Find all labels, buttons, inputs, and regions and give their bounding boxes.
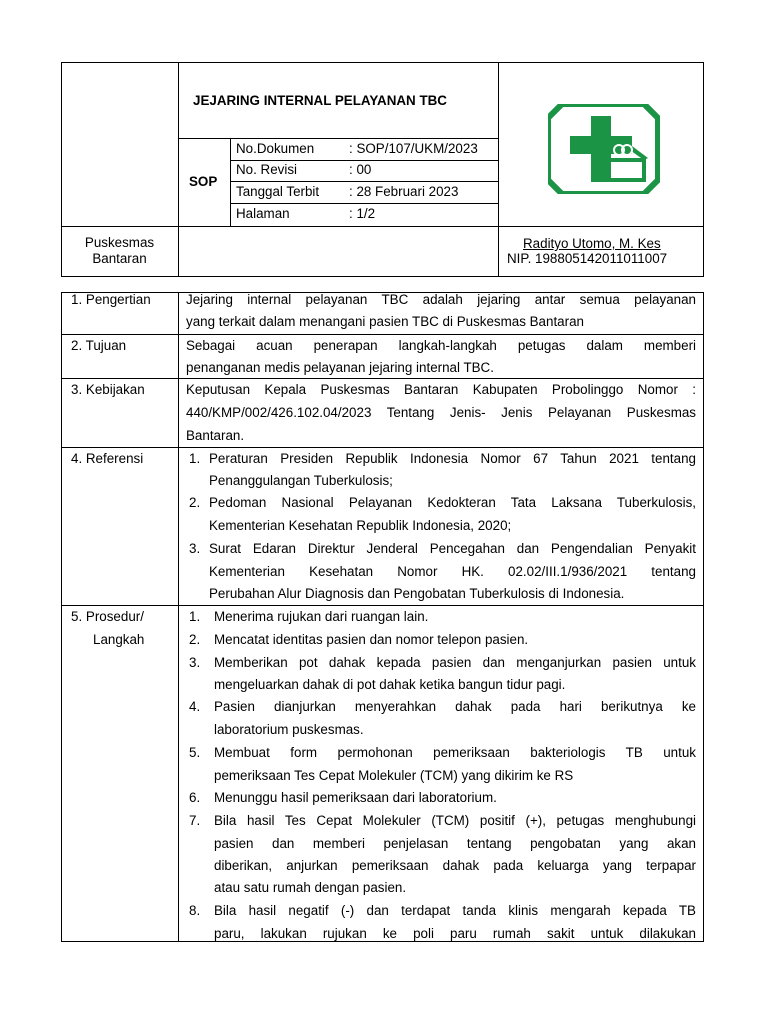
- meta-value: : 00: [349, 162, 372, 177]
- section-label-tujuan: 2. Tujuan: [71, 338, 127, 353]
- header-divider: [230, 181, 498, 182]
- section-text-line: penanganan medis pelayanan jejaring internal TBC.: [186, 360, 494, 375]
- header-divider: [230, 203, 498, 204]
- section-label-referensi: 4. Referensi: [71, 451, 144, 466]
- section-label-kebijakan: 3. Kebijakan: [71, 382, 145, 397]
- meta-label: Tanggal Terbit: [236, 184, 320, 199]
- meta-label: No.Dokumen: [236, 141, 315, 156]
- list-item-number: 3.: [189, 541, 201, 556]
- section-label-prosedur: 5. Prosedur/: [71, 609, 144, 624]
- signer-name: Radityo Utomo, M. Kes: [523, 236, 661, 251]
- list-item-line: atau satu rumah dengan pasien.: [214, 880, 407, 895]
- list-item-line: Bila hasil negatif (-) dan terdapat tanda klinis mengarah kepada TB: [214, 903, 696, 918]
- list-item-number: 2.: [189, 495, 201, 510]
- section-text-line: 440/KMP/002/426.102.04/2023 Tentang Jenis- Jenis Pelayanan Puskesmas: [186, 405, 696, 420]
- list-item-line: pasien dan memberi penjelasan tentang pengobatan yang akan: [214, 836, 696, 851]
- puskesmas-logo-icon: [548, 104, 660, 194]
- list-item-line: paru, lakukan rujukan ke poli paru rumah sakit untuk dilakukan: [214, 926, 696, 941]
- sop-label: SOP: [189, 174, 218, 189]
- section-text-line: Jejaring internal pelayanan TBC adalah jejaring antar semua pelayanan: [186, 292, 696, 307]
- list-item-line: Penanggulangan Tuberkulosis;: [209, 473, 393, 488]
- list-item-number: 7.: [189, 813, 201, 828]
- list-item-line: Pasien dianjurkan menyerahkan dahak pada hari berikutnya ke: [214, 699, 696, 714]
- list-item-line: mengeluarkan dahak di pot dahak ketika bangun tidur pagi.: [214, 677, 566, 692]
- list-item-line: Peraturan Presiden Republik Indonesia Nomor 67 Tahun 2021 tentang: [209, 451, 696, 466]
- meta-value: : 28 Februari 2023: [349, 184, 459, 199]
- list-item-number: 3.: [189, 655, 201, 670]
- section-label-pengertian: 1. Pengertian: [71, 292, 151, 307]
- meta-value: : 1/2: [349, 206, 376, 221]
- signer-nip: NIP. 198805142011011007: [507, 251, 668, 266]
- organization-name: [61, 235, 178, 267]
- organization-line: Puskesmas: [84, 235, 155, 250]
- content-divider: [178, 292, 179, 942]
- section-text-line: Bantaran.: [186, 428, 245, 443]
- meta-label: Halaman: [236, 206, 290, 221]
- section-text-line: yang terkait dalam menangani pasien TBC di Puskesmas Bantaran: [186, 314, 584, 329]
- document-title: JEJARING INTERNAL PELAYANAN TBC: [193, 93, 447, 108]
- list-item-line: Perubahan Alur Diagnosis dan Pengobatan Tuberkulosis di Indonesia.: [209, 586, 625, 601]
- content-divider: [61, 605, 704, 606]
- list-item-number: 5.: [189, 745, 201, 760]
- list-item-number: 8.: [189, 903, 201, 918]
- section-text-line: Sebagai acuan penerapan langkah-langkah petugas dalam memberi: [186, 338, 696, 353]
- list-item-line: Membuat form permohonan pemeriksaan bakteriologis TB untuk: [214, 745, 696, 760]
- header-divider: [498, 62, 499, 277]
- content-divider: [61, 447, 704, 448]
- content-divider: [61, 334, 704, 335]
- list-item-line: Surat Edaran Direktur Jenderal Pencegahan dan Pengendalian Penyakit: [209, 541, 696, 556]
- list-item-line: Menerima rujukan dari ruangan lain.: [214, 609, 429, 624]
- list-item-line: laboratorium puskesmas.: [214, 722, 364, 737]
- list-item-line: Kementerian Kesehatan Republik Indonesia, 2020;: [209, 518, 512, 533]
- list-item-number: 1.: [189, 609, 201, 624]
- list-item-line: diberikan, anjurkan pemeriksaan dahak pada keluarga yang terpapar: [214, 858, 696, 873]
- list-item-line: pemeriksaan Tes Cepat Molekuler (TCM) yang dikirim ke RS: [214, 768, 574, 783]
- list-item-number: 2.: [189, 632, 201, 647]
- header-divider: [178, 62, 179, 277]
- list-item-number: 6.: [189, 790, 201, 805]
- section-text-line: Keputusan Kepala Puskesmas Bantaran Kabupaten Probolinggo Nomor :: [186, 382, 696, 397]
- header-divider: [178, 138, 498, 139]
- list-item-line: Menunggu hasil pemeriksaan dari laboratorium.: [214, 790, 497, 805]
- content-divider: [61, 378, 704, 379]
- header-divider: [230, 138, 231, 226]
- list-item-number: 4.: [189, 699, 201, 714]
- meta-value: : SOP/107/UKM/2023: [349, 141, 478, 156]
- list-item-number: 1.: [189, 451, 201, 466]
- organization-line: Bantaran: [92, 251, 147, 266]
- section-label-prosedur: Langkah: [93, 632, 145, 647]
- list-item-line: Pedoman Nasional Pelayanan Kedokteran Tata Laksana Tuberkulosis,: [209, 495, 696, 510]
- meta-label: No. Revisi: [236, 162, 298, 177]
- list-item-line: Bila hasil Tes Cepat Molekuler (TCM) positif (+), petugas menghubungi: [214, 813, 696, 828]
- header-divider: [230, 160, 498, 161]
- list-item-line: Kementerian Kesehatan Nomor HK. 02.02/III.1/936/2021 tentang: [209, 564, 696, 579]
- list-item-line: Mencatat identitas pasien dan nomor telepon pasien.: [214, 632, 529, 647]
- header-divider: [61, 226, 704, 227]
- list-item-line: Memberikan pot dahak kepada pasien dan menganjurkan pasien untuk: [214, 655, 696, 670]
